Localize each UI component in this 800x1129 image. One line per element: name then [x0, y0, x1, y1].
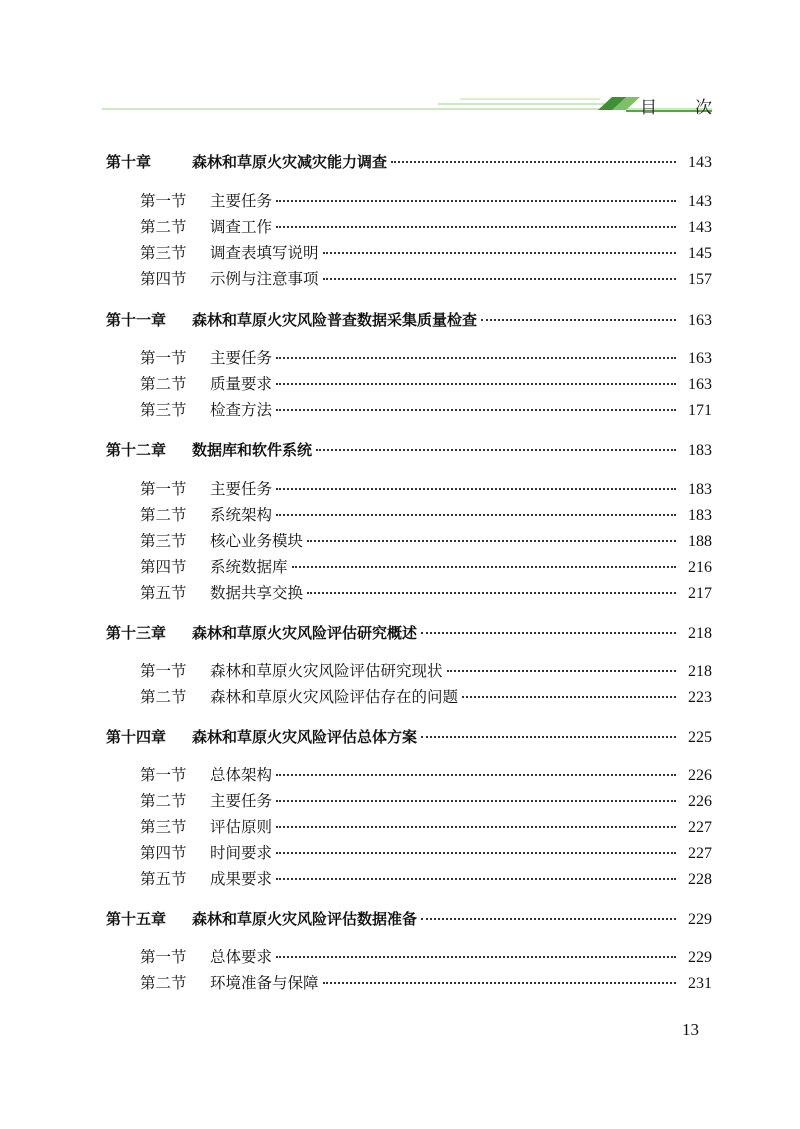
toc-entry-title: 森林和草原火灾风险普查数据采集质量检查 [192, 311, 478, 329]
toc-entry-number: 第五节 [140, 584, 187, 602]
dot-leader [462, 696, 676, 698]
dot-leader [292, 566, 676, 568]
toc-section-entry[interactable] [140, 241, 712, 265]
dot-leader [276, 800, 676, 802]
dot-leader [323, 252, 676, 254]
toc-entry-page: 227 [688, 819, 712, 836]
toc-entry-title: 时间要求 [210, 844, 273, 862]
toc-entry-title: 主要任务 [210, 192, 273, 210]
toc-chapter-entry[interactable] [106, 308, 712, 332]
toc-entry-number: 第一节 [140, 192, 187, 210]
toc-section-entry[interactable] [140, 581, 712, 605]
dot-leader [276, 200, 676, 202]
dot-leader [481, 319, 676, 321]
toc-section-entry[interactable] [140, 867, 712, 891]
dot-leader [276, 826, 676, 828]
toc-entry-page: 226 [688, 793, 712, 810]
dot-leader [421, 632, 676, 634]
toc-entry-page: 216 [688, 559, 712, 576]
toc-entry-page: 163 [688, 376, 712, 393]
dot-leader [276, 409, 676, 411]
toc-entry-number: 第二节 [140, 375, 187, 393]
toc-entry-page: 227 [688, 845, 712, 862]
dot-leader [391, 161, 676, 163]
toc-entry-page: 225 [688, 729, 712, 746]
toc-entry-title: 调查表填写说明 [210, 244, 319, 262]
toc-section-entry[interactable] [140, 789, 712, 813]
toc-entry-number: 第一节 [140, 766, 187, 784]
toc-section-entry[interactable] [140, 372, 712, 396]
dot-leader [276, 514, 676, 516]
toc-entry-title: 森林和草原火灾风险评估研究现状 [210, 662, 443, 680]
toc-entry-title: 总体架构 [210, 766, 273, 784]
toc-entry-page: 157 [688, 271, 712, 288]
dot-leader [276, 357, 676, 359]
dot-leader [276, 488, 676, 490]
header-title-char-2: 次 [695, 98, 712, 118]
toc-entry-page: 218 [688, 663, 712, 680]
toc-entry-number: 第四节 [140, 558, 187, 576]
toc-entry-title: 森林和草原火灾风险评估研究概述 [192, 624, 418, 642]
dot-leader [276, 774, 676, 776]
toc-entry-title: 数据共享交换 [210, 584, 304, 602]
toc-entry-title: 主要任务 [210, 349, 273, 367]
dot-leader [316, 449, 676, 451]
toc-entry-title: 森林和草原火灾风险评估数据准备 [192, 910, 418, 928]
toc-section-entry[interactable] [140, 815, 712, 839]
toc-entry-number: 第三节 [140, 818, 187, 836]
toc-chapter-entry[interactable] [106, 725, 712, 749]
toc-entry-page: 217 [688, 585, 712, 602]
toc-entry-page: 183 [688, 442, 712, 459]
dot-leader [323, 982, 676, 984]
toc-entry-number: 第十三章 [106, 624, 167, 642]
toc-entry-page: 228 [688, 871, 712, 888]
toc-section-entry[interactable] [140, 267, 712, 291]
toc-entry-number: 第十章 [106, 153, 152, 171]
toc-entry-number: 第三节 [140, 244, 187, 262]
toc-entry-title: 森林和草原火灾风险评估存在的问题 [210, 688, 459, 706]
toc-entry-title: 检查方法 [210, 401, 273, 419]
toc-entry-number: 第一节 [140, 662, 187, 680]
toc-section-entry[interactable] [140, 477, 712, 501]
toc-entry-title: 森林和草原火灾风险评估总体方案 [192, 728, 418, 746]
toc-entry-title: 环境准备与保障 [210, 974, 319, 992]
toc-section-entry[interactable] [140, 398, 712, 422]
dot-leader [323, 278, 676, 280]
toc-entry-title: 主要任务 [210, 792, 273, 810]
dot-leader [276, 852, 676, 854]
toc-entry-title: 系统架构 [210, 506, 273, 524]
dot-leader [276, 878, 676, 880]
toc-entry-number: 第一节 [140, 480, 187, 498]
toc-chapter-entry[interactable] [106, 438, 712, 462]
toc-entry-number: 第三节 [140, 401, 187, 419]
dot-leader [276, 383, 676, 385]
toc-entry-number: 第十四章 [106, 728, 167, 746]
toc-entry-page: 218 [688, 625, 712, 642]
toc-entry-number: 第三节 [140, 532, 187, 550]
toc-entry-title: 示例与注意事项 [210, 270, 319, 288]
toc-section-entry[interactable] [140, 503, 712, 527]
toc-entry-number: 第四节 [140, 844, 187, 862]
toc-chapter-entry[interactable] [106, 150, 712, 174]
toc-entry-page: 183 [688, 507, 712, 524]
toc-entry-page: 163 [688, 350, 712, 367]
dot-leader [276, 956, 676, 958]
toc-entry-page: 143 [688, 154, 712, 171]
header-title-char-1: 目 [640, 98, 657, 118]
header-decoration [0, 0, 800, 130]
header-title [640, 93, 712, 118]
toc-entry-title: 核心业务模块 [210, 532, 304, 550]
toc-entry-number: 第二节 [140, 218, 187, 236]
toc-entry-title: 质量要求 [210, 375, 273, 393]
toc-section-entry[interactable] [140, 189, 712, 213]
toc-section-entry[interactable] [140, 685, 712, 709]
toc-entry-title: 数据库和软件系统 [192, 441, 313, 459]
toc-entry-title: 评估原则 [210, 818, 273, 836]
toc-section-entry[interactable] [140, 971, 712, 995]
dot-leader [421, 918, 676, 920]
dot-leader [307, 592, 676, 594]
toc-entry-number: 第五节 [140, 870, 187, 888]
toc-entry-page: 188 [688, 533, 712, 550]
toc-entry-number: 第一节 [140, 948, 187, 966]
page-number: 13 [682, 1020, 699, 1039]
toc-entry-title: 调查工作 [210, 218, 273, 236]
toc-entry-page: 223 [688, 689, 712, 706]
toc-section-entry[interactable] [140, 555, 712, 579]
toc-entry-page: 226 [688, 767, 712, 784]
toc-chapter-entry[interactable] [106, 621, 712, 645]
toc-entry-page: 143 [688, 193, 712, 210]
toc-section-entry[interactable] [140, 529, 712, 553]
toc-entry-page: 183 [688, 481, 712, 498]
toc-entry-page: 229 [688, 911, 712, 928]
toc-section-entry[interactable] [140, 841, 712, 865]
toc-entry-number: 第二节 [140, 506, 187, 524]
toc-entry-page: 163 [688, 312, 712, 329]
toc-entry-number: 第二节 [140, 974, 187, 992]
toc-entry-page: 229 [688, 949, 712, 966]
toc-entry-title: 森林和草原火灾减灾能力调查 [192, 153, 388, 171]
toc-entry-page: 143 [688, 219, 712, 236]
toc-entry-number: 第十二章 [106, 441, 167, 459]
toc-entry-page: 145 [688, 245, 712, 262]
running-header [0, 0, 800, 130]
toc-entry-title: 主要任务 [210, 480, 273, 498]
toc-chapter-entry[interactable] [106, 907, 712, 931]
toc-section-entry[interactable] [140, 763, 712, 787]
toc-entry-title: 系统数据库 [210, 558, 288, 576]
dot-leader [276, 226, 676, 228]
dot-leader [447, 670, 676, 672]
dot-leader [421, 736, 676, 738]
dot-leader [307, 540, 676, 542]
toc-entry-title: 总体要求 [210, 948, 273, 966]
toc-entry-title: 成果要求 [210, 870, 273, 888]
toc-entry-number: 第十一章 [106, 311, 167, 329]
toc-entry-number: 第一节 [140, 349, 187, 367]
toc-entry-page: 171 [688, 402, 712, 419]
toc-entry-number: 第十五章 [106, 910, 167, 928]
toc-entry-number: 第四节 [140, 270, 187, 288]
toc-section-entry[interactable] [140, 215, 712, 239]
toc-section-entry[interactable] [140, 945, 712, 969]
toc-entry-number: 第二节 [140, 688, 187, 706]
toc-entry-page: 231 [688, 975, 712, 992]
toc-section-entry[interactable] [140, 346, 712, 370]
toc-entry-number: 第二节 [140, 792, 187, 810]
toc-section-entry[interactable] [140, 659, 712, 683]
